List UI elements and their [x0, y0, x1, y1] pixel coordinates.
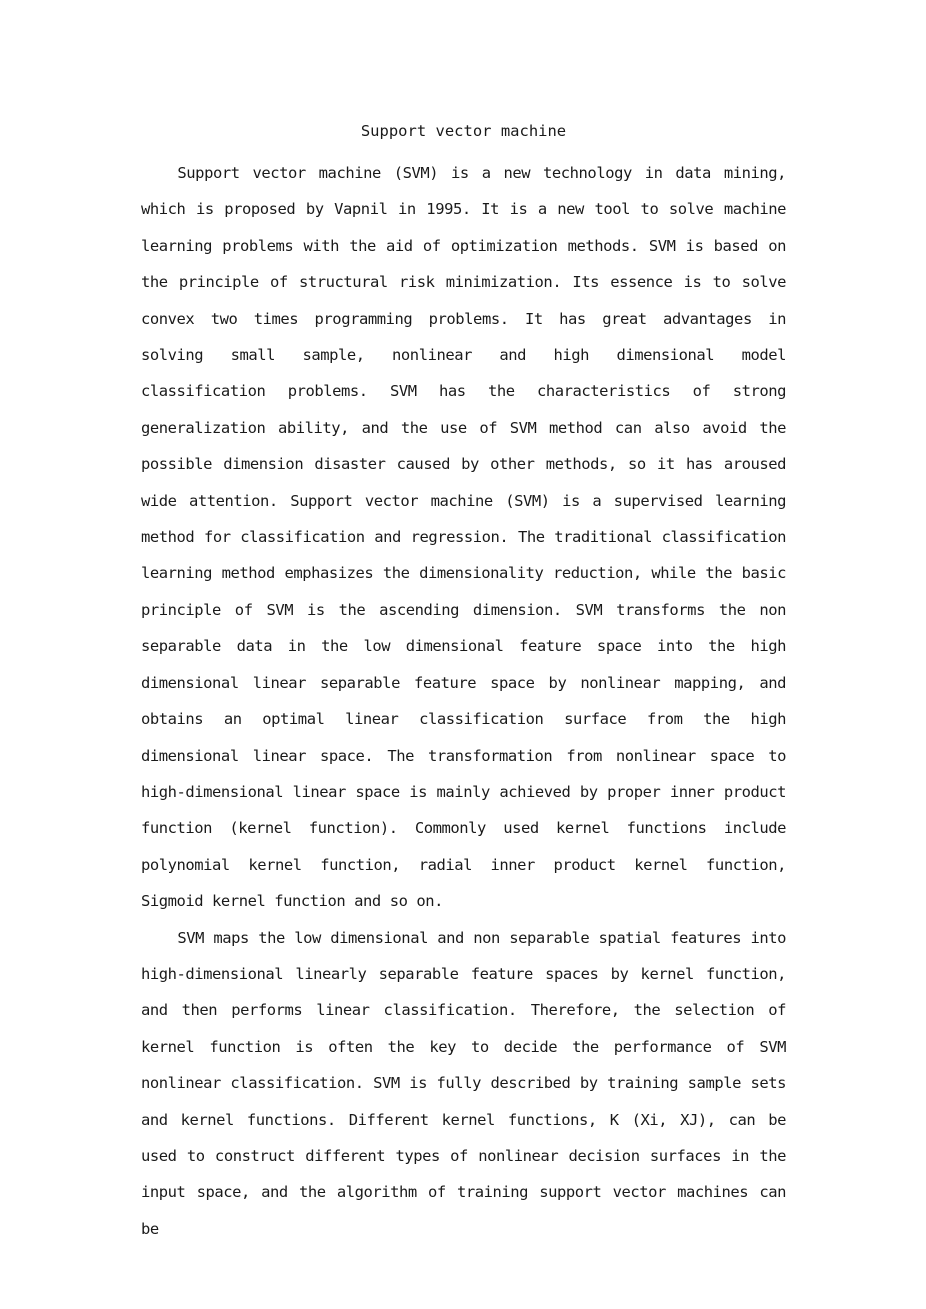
- document-title: Support vector machine: [360, 122, 567, 140]
- paragraph-kernel-functions: SVM maps the low dimensional and non separable spatial features into high-dimensional linearly separable feature spaces by kernel function, and then performs linear classification. Therefore, the selection of kernel function is often the key to decide the performance of SVM nonlinear classification. SVM is fully described by training sample sets and kernel functions. Different kernel functions, K (Xi, XJ), can be used to construct different types of nonlinear decision surfaces in the input space, and the algorithm of training support vector machines can be: [141, 928, 786, 1238]
- document-body: [141, 155, 786, 1247]
- paragraph-svm-introduction: Support vector machine (SVM) is a new technology in data mining, which is proposed by Vapnil in 1995. It is a new tool to solve machine learning problems with the aid of optimization methods. SVM is based on the principle of structural risk minimization. Its essence is to solve convex two times programming problems. It has great advantages in solving small sample, nonlinear and high dimensional model classification problems. SVM has the characteristics of strong generalization ability, and the use of SVM method can also avoid the possible dimension disaster caused by other methods, so it has aroused wide attention. Support vector machine (SVM) is a supervised learning method for classification and regression. The traditional classification learning method emphasizes the dimensionality reduction, while the basic principle of SVM is the ascending dimension. SVM transforms the non separable data in the low dimensional feature space into the high dimensional linear separable feature space by nonlinear mapping, and obtains an optimal linear classification surface from the high dimensional linear space. The transformation from nonlinear space to high-dimensional linear space is mainly achieved by proper inner product function (kernel function). Commonly used kernel functions include polynomial kernel function, radial inner product kernel function, Sigmoid kernel function and so on.: [141, 164, 786, 911]
